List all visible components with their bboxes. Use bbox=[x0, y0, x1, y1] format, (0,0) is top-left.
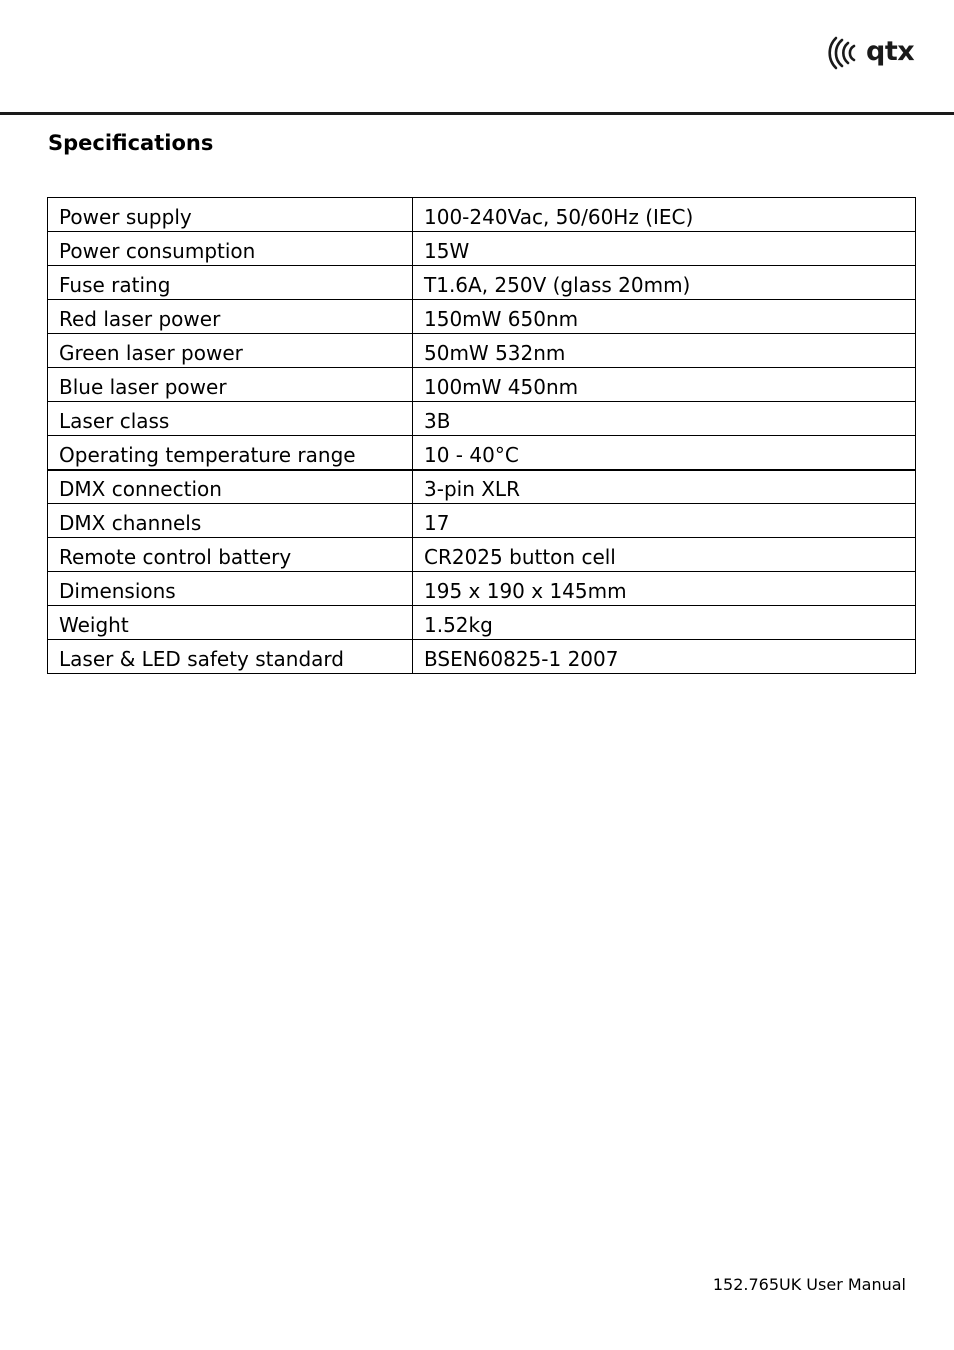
spec-value: 3-pin XLR bbox=[413, 470, 916, 504]
table-row bbox=[48, 470, 916, 504]
spec-label: DMX channels bbox=[48, 504, 413, 538]
spec-label: Laser & LED safety standard bbox=[48, 640, 413, 674]
spec-label: Blue laser power bbox=[48, 368, 413, 402]
spec-value: 50mW 532nm bbox=[413, 334, 916, 368]
spec-label: Red laser power bbox=[48, 300, 413, 334]
spec-value: 17 bbox=[413, 504, 916, 538]
spec-value: 15W bbox=[413, 232, 916, 266]
spec-label: Laser class bbox=[48, 402, 413, 436]
table-row bbox=[48, 538, 916, 572]
table-row bbox=[48, 232, 916, 266]
spec-label: Power consumption bbox=[48, 232, 413, 266]
table-row bbox=[48, 300, 916, 334]
spec-label: Green laser power bbox=[48, 334, 413, 368]
spec-value: 100mW 450nm bbox=[413, 368, 916, 402]
brand-logo bbox=[828, 36, 914, 70]
table-row bbox=[48, 504, 916, 538]
table-row bbox=[48, 572, 916, 606]
spec-label: Weight bbox=[48, 606, 413, 640]
spec-value: 10 - 40°C bbox=[413, 436, 916, 470]
specifications-table bbox=[47, 197, 916, 674]
spec-value: 100-240Vac, 50/60Hz (IEC) bbox=[413, 198, 916, 232]
spec-label: Operating temperature range bbox=[48, 436, 413, 470]
spec-label: Remote control battery bbox=[48, 538, 413, 572]
spec-value: 195 x 190 x 145mm bbox=[413, 572, 916, 606]
spec-value: 3B bbox=[413, 402, 916, 436]
table-row bbox=[48, 198, 916, 232]
spec-label: Fuse rating bbox=[48, 266, 413, 300]
table-row bbox=[48, 640, 916, 674]
sound-wave-icon bbox=[828, 36, 862, 70]
spec-value: 1.52kg bbox=[413, 606, 916, 640]
header-divider bbox=[0, 112, 954, 115]
table-row bbox=[48, 402, 916, 436]
table-row bbox=[48, 266, 916, 300]
spec-value: CR2025 button cell bbox=[413, 538, 916, 572]
table-row bbox=[48, 368, 916, 402]
spec-value: 150mW 650nm bbox=[413, 300, 916, 334]
spec-label: Dimensions bbox=[48, 572, 413, 606]
brand-name: qtx bbox=[866, 36, 915, 67]
table-row bbox=[48, 334, 916, 368]
table-row bbox=[48, 606, 916, 640]
spec-value: BSEN60825-1 2007 bbox=[413, 640, 916, 674]
spec-value: T1.6A, 250V (glass 20mm) bbox=[413, 266, 916, 300]
page-title: Specifications bbox=[48, 131, 214, 155]
spec-label: Power supply bbox=[48, 198, 413, 232]
footer-manual-label: 152.765UK User Manual bbox=[712, 1275, 906, 1294]
spec-label: DMX connection bbox=[48, 470, 413, 504]
table-row bbox=[48, 436, 916, 470]
